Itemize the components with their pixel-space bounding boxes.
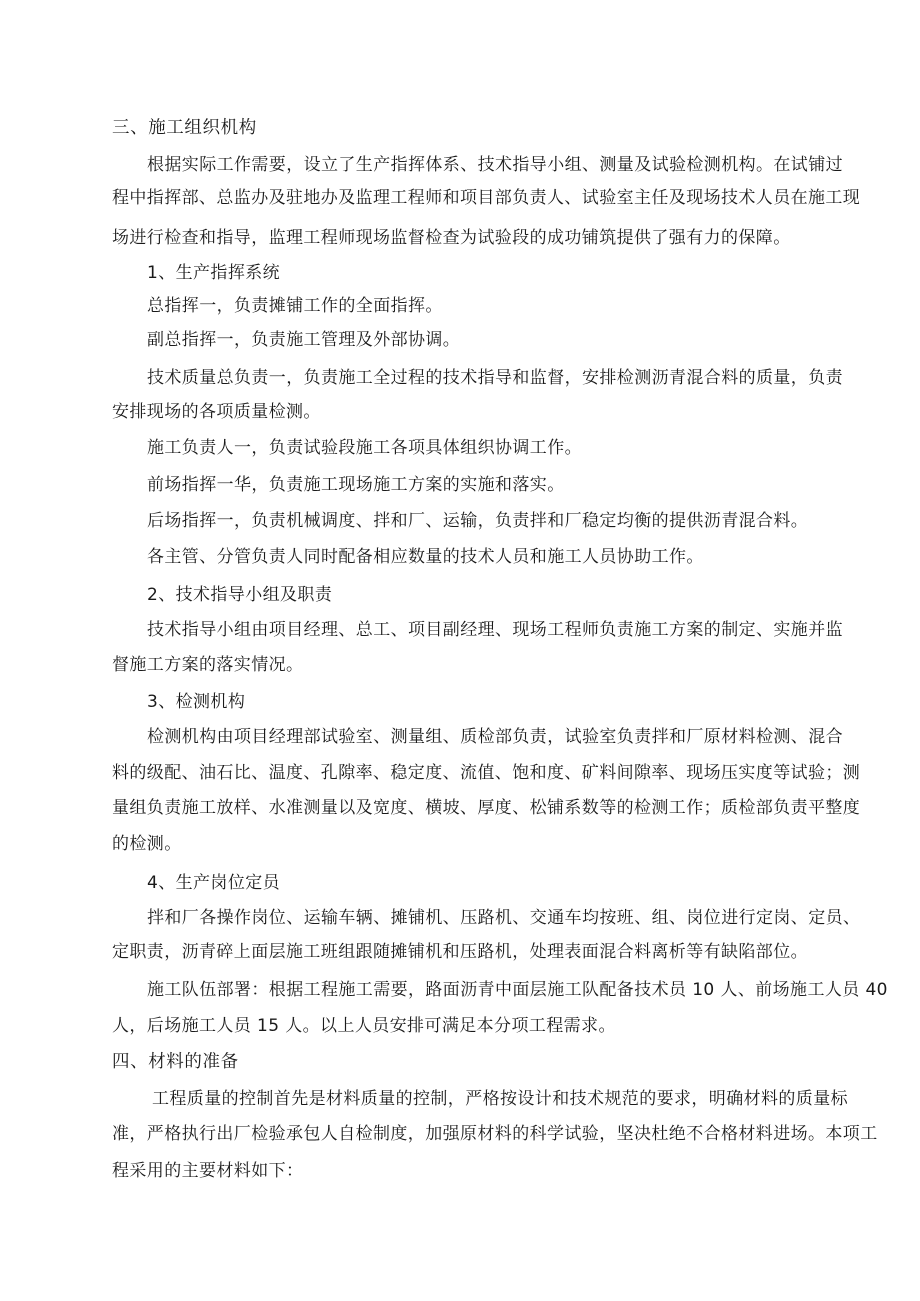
sub1-paragraph-4: 施工负责人一，负责试验段施工各项具体组织协调工作。 [147,438,582,458]
sub3-line-1: 检测机构由项目经理部试验室、测量组、质检部负责，试验室负责拌和厂原材料检测、混合 [147,727,843,747]
section-4-heading: 四、材料的准备 [112,1052,239,1072]
sub1-paragraph-3-line-2: 安排现场的各项质量检测。 [112,402,321,422]
sub1-paragraph-6: 后场指挥一，负责机械调度、拌和厂、运输，负责拌和厂稳定均衡的提供沥青混合料。 [147,511,809,531]
sub1-paragraph-2: 副总指挥一，负责施工管理及外部协调。 [147,330,461,350]
sub4-para2-line-1: 施工队伍部署：根据工程施工需要，路面沥青中面层施工队配备技术员 10 人、前场施工人员 40 [147,980,888,1000]
sub1-paragraph-3-line-1: 技术质量总负责一，负责施工全过程的技术指导和监督，安排检测沥青混合料的质量，负责 [147,368,843,388]
section-4-line-1: 工程质量的控制首先是材料质量的控制，严格按设计和技术规范的要求，明确材料的质量标 [152,1089,848,1109]
sub3-line-4: 的检测。 [112,834,182,854]
subsection-2-title: 2、技术指导小组及职责 [147,585,333,605]
sub2-line-1: 技术指导小组由项目经理、总工、项目副经理、现场工程师负责施工方案的制定、实施并监 [147,620,843,640]
section-3-heading: 三、施工组织机构 [112,118,257,138]
sub1-paragraph-1: 总指挥一，负责摊铺工作的全面指挥。 [147,296,443,316]
section-4-line-2: 准，严格执行出厂检验承包人自检制度，加强原材料的科学试验，坚决杜绝不合格材料进场。本项工 [112,1124,878,1144]
subsection-4-title: 4、生产岗位定员 [147,873,281,893]
sub3-line-3: 量组负责施工放样、水准测量以及宽度、横坡、厚度、松铺系数等的检测工作；质检部负责平整度 [112,798,861,818]
sub2-line-2: 督施工方案的落实情况。 [112,655,304,675]
sub4-para2-line-2: 人，后场施工人员 15 人。以上人员安排可满足本分项工程需求。 [112,1016,616,1036]
subsection-3-title: 3、检测机构 [147,692,246,712]
section-3-intro-line-1: 根据实际工作需要，设立了生产指挥体系、技术指导小组、测量及试验检测机构。在试铺过 [147,155,843,175]
subsection-1-title: 1、生产指挥系统 [147,263,281,283]
section-3-intro-line-2: 程中指挥部、总监办及驻地办及监理工程师和项目部负责人、试验室主任及现场技术人员在施工现 [112,188,861,208]
sub4-para1-line-1: 拌和厂各操作岗位、运输车辆、摊铺机、压路机、交通车均按班、组、岗位进行定岗、定员、 [147,908,861,928]
sub4-para1-line-2: 定职责，沥青碎上面层施工班组跟随摊铺机和压路机，处理表面混合料离析等有缺陷部位。 [112,942,808,962]
sub1-paragraph-5: 前场指挥一华，负责施工现场施工方案的实施和落实。 [147,475,565,495]
sub1-paragraph-7: 各主管、分管负责人同时配备相应数量的技术人员和施工人员协助工作。 [147,547,704,567]
section-4-line-3: 程采用的主要材料如下： [112,1161,304,1181]
sub3-line-2: 料的级配、油石比、温度、孔隙率、稳定度、流值、饱和度、矿料间隙率、现场压实度等试验；测 [112,763,861,783]
section-3-intro-line-3: 场进行检查和指导，监理工程师现场监督检查为试验段的成功铺筑提供了强有力的保障。 [112,228,791,248]
